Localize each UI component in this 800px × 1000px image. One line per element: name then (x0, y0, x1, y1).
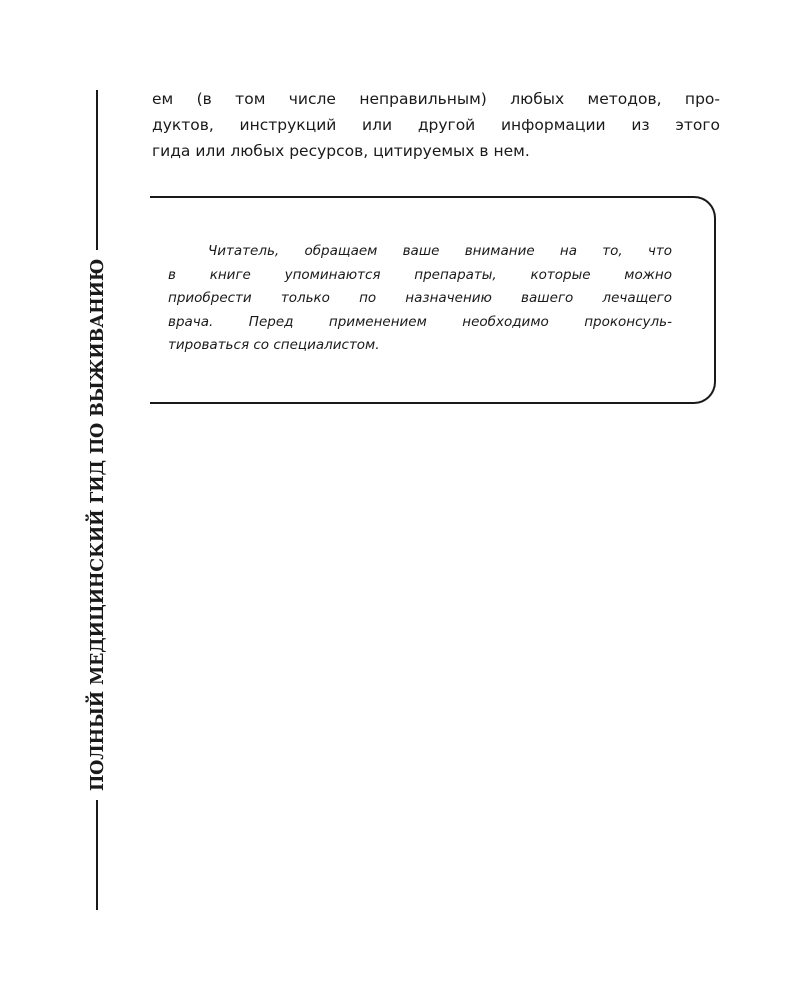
running-head-title: ПОЛНЫЙ МЕДИЦИНСКИЙ ГИД ПО ВЫЖИВАНИЮ (88, 258, 108, 792)
notice-line: врача. Перед применением необходимо проконсуль- (168, 313, 672, 330)
notice-line: приобрести только по назначению вашего лечащего (168, 290, 672, 306)
body-line: гида или любых ресурсов, цитируемых в нем. (152, 142, 530, 160)
body-line: дуктов, инструкций или другой информации из этого (152, 116, 720, 134)
notice-paragraph (168, 240, 672, 358)
notice-line: тироваться со специалистом. (168, 337, 380, 353)
notice-line: в книге упоминаются препараты, которые можно (168, 266, 672, 283)
notice-box (150, 196, 716, 404)
body-paragraph (152, 86, 720, 164)
side-rule-bottom (96, 800, 98, 910)
notice-line: Читатель, обращаем ваше внимание на то, что (208, 243, 672, 259)
body-line: ем (в том числе неправильным) любых методов, про- (152, 90, 720, 108)
side-rule-top (96, 90, 98, 250)
